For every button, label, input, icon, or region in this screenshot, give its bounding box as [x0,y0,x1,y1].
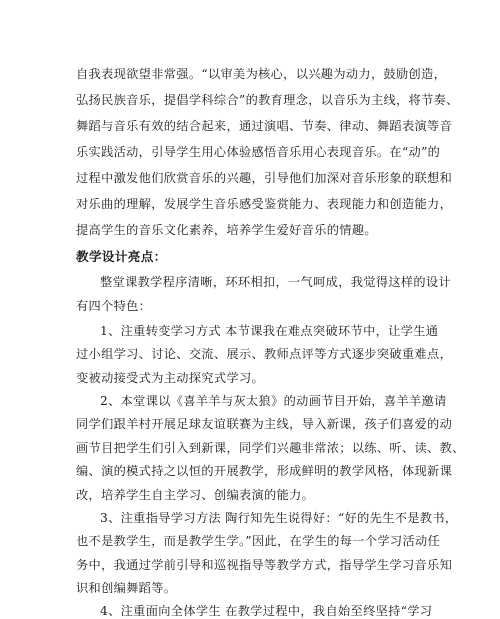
text-line: 3、注重指导学习方法 陶行知先生说得好：“好的先生不是教书， [100,511,458,525]
section-heading: 教学设计亮点： [76,249,167,264]
text-line: 画节目把学生们引入到新课，同学们兴趣非常浓；以练、听、读、教、 [76,441,465,455]
text-line: 乐实践活动，引导学生用心体验感悟音乐用心表现音乐。在“动”的 [76,145,441,159]
text-line: 识和创编舞蹈等。 [76,581,177,595]
text-line: 同学们跟羊村开展足球友谊联赛为主线，导入新课，孩子们喜爱的动 [76,417,453,431]
text-line: 提高学生的音乐文化素养，培养学生爱好音乐的情趣。 [76,223,377,237]
text-line: 过程中激发他们欣赏音乐的兴趣，引导他们加深对音乐形象的联想和 [76,171,453,185]
text-line: 4、注重面向全体学生 在教学过程中，我自始至终坚持“学习 [100,604,433,618]
text-line: 舞蹈与音乐有效的结合起来，通过演唱、节奏、律动、舞蹈表演等音 [76,119,453,133]
text-line: 编、演的模式持之以恒的开展教学，形成鲜明的教学风格，体现新课 [76,464,453,478]
text-line: 变被动接受式为主动探究式学习。 [76,371,265,385]
text-line: 有四个特色： [76,299,152,313]
text-line: 过小组学习、讨论、交流、展示、教师点评等方式逐步突破重难点， [76,347,453,361]
text-line: 改，培养学生自主学习、创编表演的能力。 [76,488,315,502]
text-line: 自我表现欲望非常强。“以审美为核心，以兴趣为动力，鼓励创造， [76,67,447,81]
text-line: 整堂课教学程序清晰，环环相扣，一气呵成，我觉得这样的设计 [100,275,452,289]
text-line: 2、本堂课以《喜羊羊与灰太狼》的动画节目开始，喜羊羊邀请 [100,394,447,408]
text-line: 也不是教学生，而是教学生学。”因此，在学生的每一个学习活动任 [76,534,441,548]
text-line: 1、注重转变学习方式 本节课我在难点突破环节中，让学生通 [100,324,439,338]
text-line: 务中，我通过学前引导和巡视指导等教学方式，指导学生学习音乐知 [76,558,453,572]
text-line: 弘扬民族音乐，提倡学科综合”的教育理念，以音乐为主线，将节奏、 [76,93,459,107]
text-line: 对乐曲的理解，发展学生音乐感受鉴赏能力、表现能力和创造能力， [76,197,453,211]
